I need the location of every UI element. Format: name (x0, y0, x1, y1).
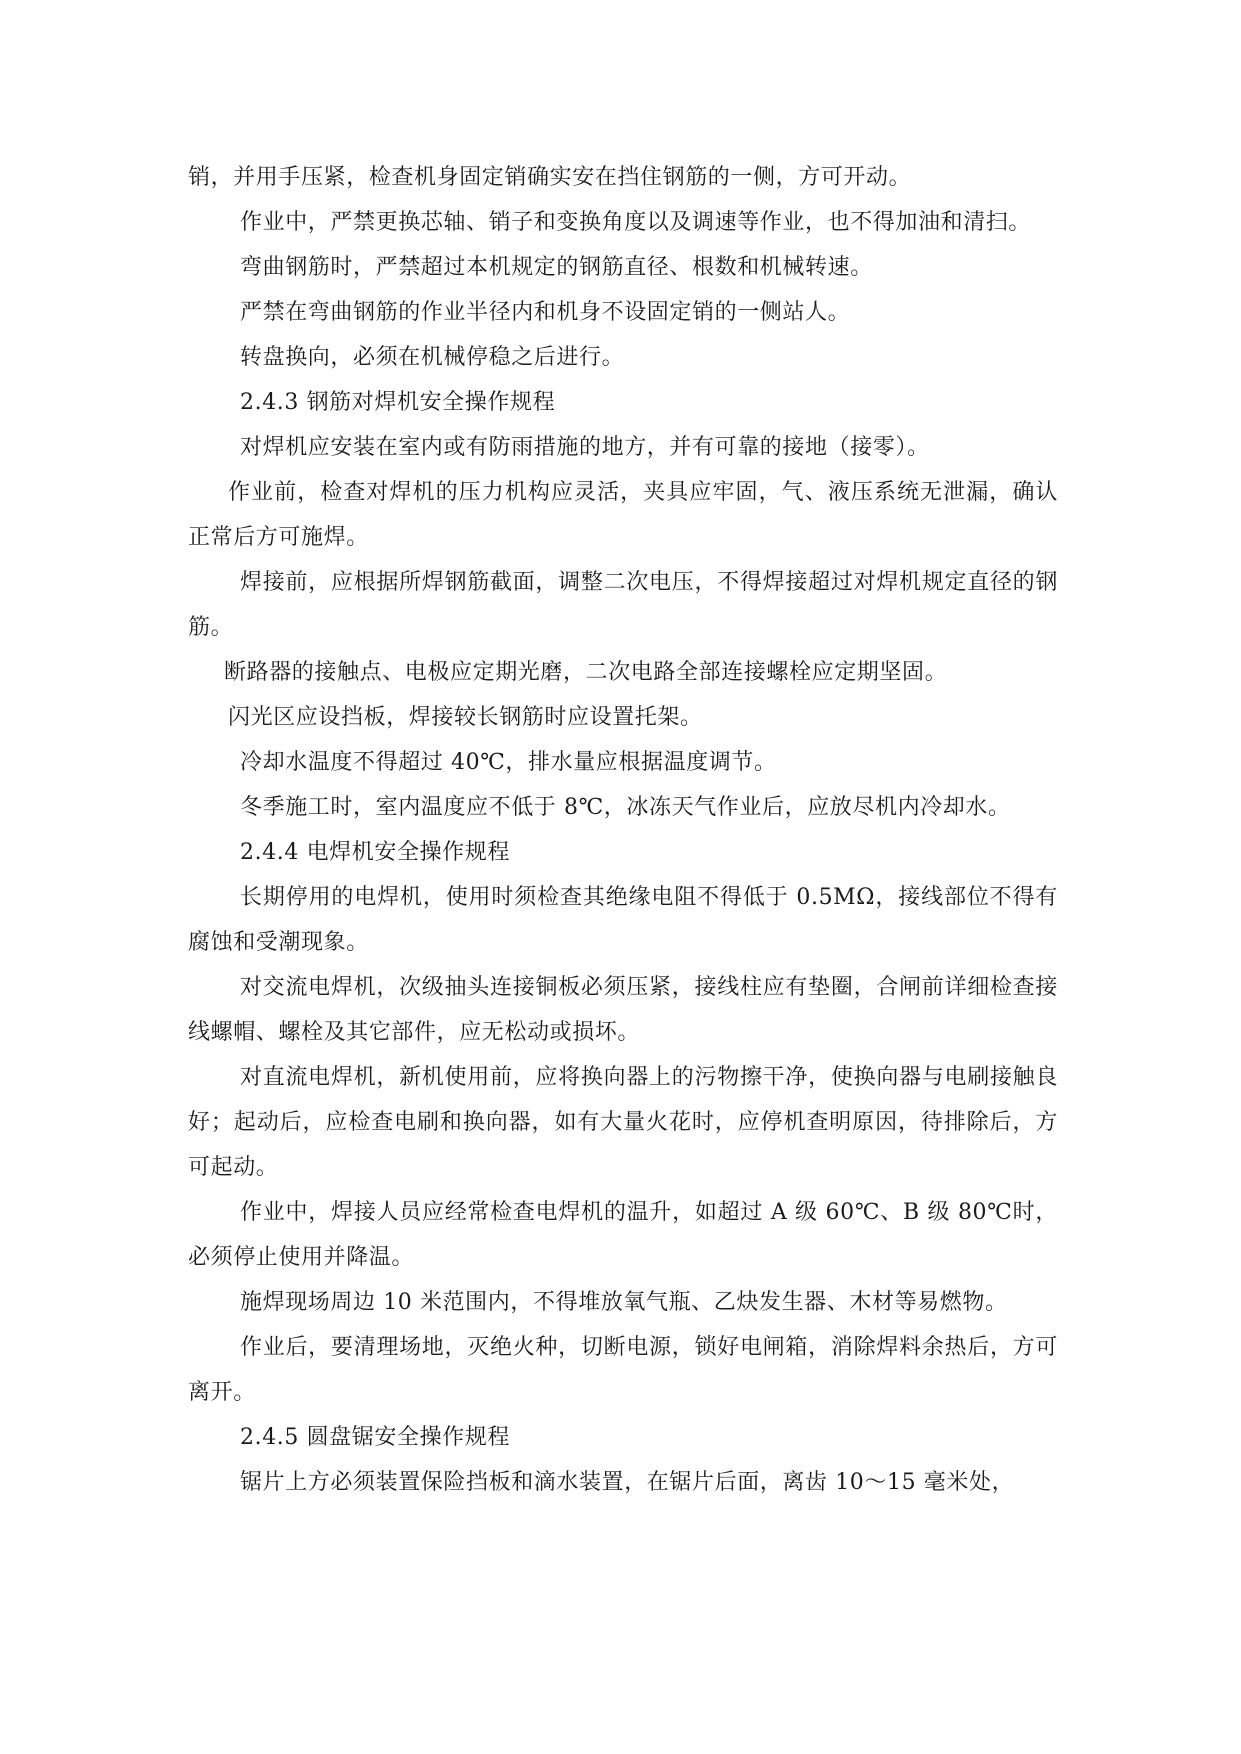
section-heading: 2.4.3 钢筋对焊机安全操作规程 (240, 390, 556, 415)
paragraph: 锯片上方必须装置保险挡板和滴水装置，在锯片后面，离齿 10～15 毫米处， (240, 1470, 1015, 1495)
paragraph: 转盘换向，必须在机械停稳之后进行。 (240, 345, 625, 370)
paragraph: 对直流电焊机，新机使用前，应将换向器上的污物擦干净，使换向器与电刷接触良好；起动后，应检查电刷和换向器，如有大量火花时，应停机查明原因，待排除后，方可起动。 (188, 1065, 1058, 1180)
paragraph: 弯曲钢筋时，严禁超过本机规定的钢筋直径、根数和机械转速。 (240, 255, 873, 280)
paragraph: 冬季施工时，室内温度应不低于 8℃，冰冻天气作业后，应放尽机内冷却水。 (240, 795, 1011, 820)
paragraph: 闪光区应设挡板，焊接较长钢筋时应设置托架。 (228, 705, 703, 730)
paragraph: 冷却水温度不得超过 40℃，排水量应根据温度调节。 (240, 750, 777, 775)
paragraph: 对焊机应安装在室内或有防雨措施的地方，并有可靠的接地（接零）。 (240, 435, 930, 460)
body-text (188, 155, 1058, 1505)
section-heading: 2.4.5 圆盘锯安全操作规程 (240, 1425, 510, 1450)
paragraph: 作业后，要清理场地，灭绝火种，切断电源，锁好电闸箱，消除焊料余热后，方可离开。 (188, 1335, 1058, 1405)
paragraph: 对交流电焊机，次级抽头连接铜板必须压紧，接线柱应有垫圈，合闸前详细检查接线螺帽、螺栓及其它部件，应无松动或损坏。 (188, 975, 1058, 1045)
paragraph: 作业中，严禁更换芯轴、销子和变换角度以及调速等作业，也不得加油和清扫。 (240, 210, 1032, 235)
paragraph: 严禁在弯曲钢筋的作业半径内和机身不设固定销的一侧站人。 (240, 300, 851, 325)
paragraph: 销，并用手压紧，检查机身固定销确实安在挡住钢筋的一侧，方可开动。 (188, 165, 912, 190)
section-heading: 2.4.4 电焊机安全操作规程 (240, 840, 510, 865)
paragraph: 作业前，检查对焊机的压力机构应灵活，夹具应牢固，气、液压系统无泄漏，确认正常后方可施焊。 (188, 480, 1058, 550)
paragraph: 长期停用的电焊机，使用时须检查其绝缘电阻不得低于 0.5MΩ，接线部位不得有腐蚀和受潮现象。 (188, 885, 1058, 955)
paragraph: 焊接前，应根据所焊钢筋截面，调整二次电压，不得焊接超过对焊机规定直径的钢筋。 (188, 570, 1058, 640)
paragraph: 断路器的接触点、电极应定期光磨，二次电路全部连接螺栓应定期坚固。 (224, 660, 948, 685)
paragraph: 作业中，焊接人员应经常检查电焊机的温升，如超过 A 级 60℃、B 级 80℃时，必须停止使用并降温。 (188, 1200, 1058, 1270)
paragraph: 施焊现场周边 10 米范围内，不得堆放氧气瓶、乙炔发生器、木材等易燃物。 (240, 1290, 1008, 1315)
